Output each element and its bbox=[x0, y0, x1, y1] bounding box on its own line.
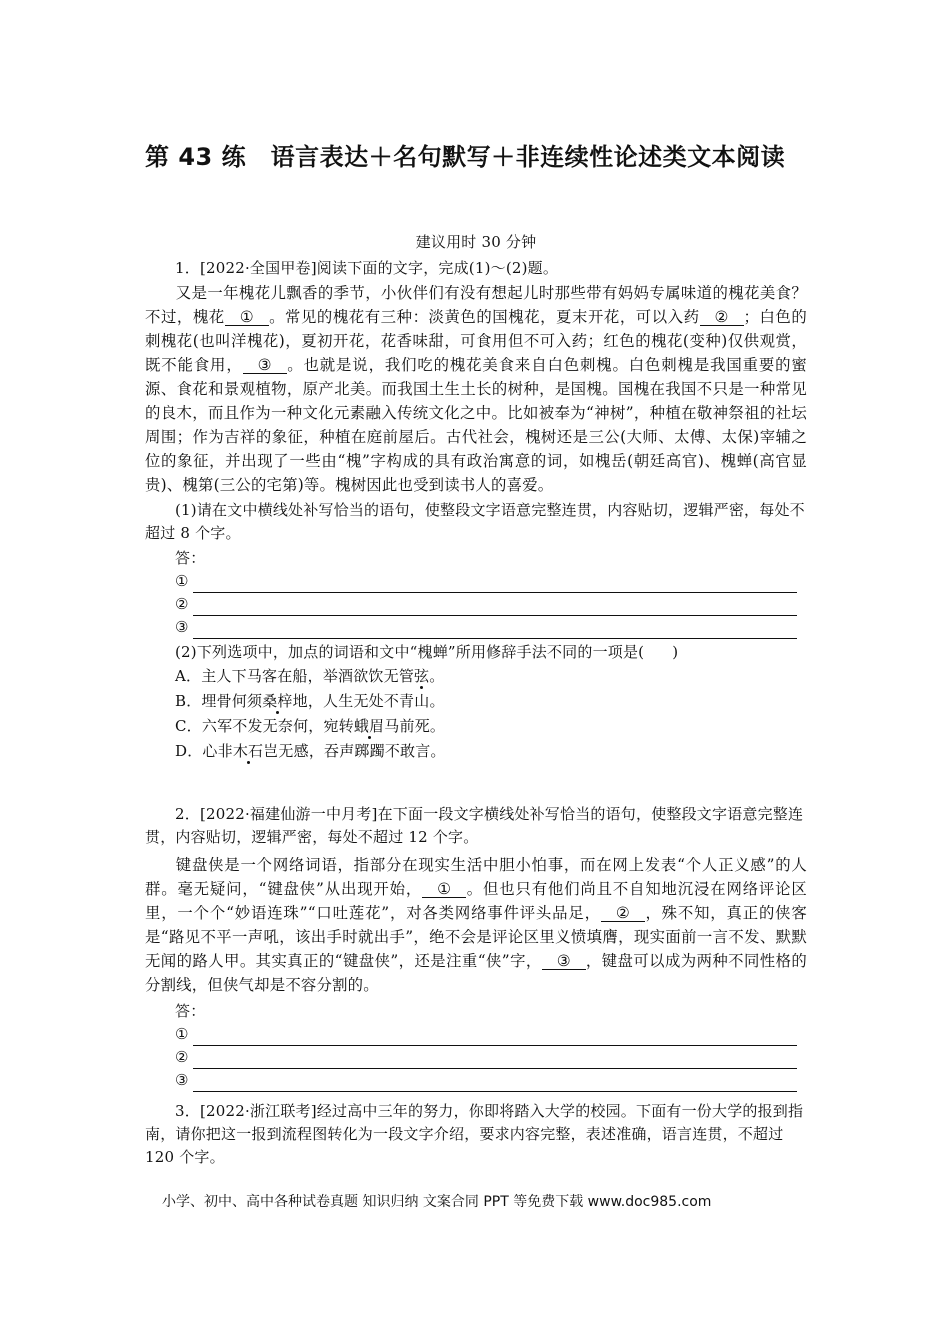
option-text: 马前死。 bbox=[384, 717, 446, 735]
passage-text: ，殊不知，真正的侠客是“路见不平一声吼，该出手时就出手”，绝不会是评论区里义愤填膺，现实面前一言不发、默默无闻的路人甲。其实真正的“键盘侠”，还是注重“侠”字， bbox=[145, 904, 807, 970]
option-d bbox=[145, 740, 807, 763]
answer-line-1[interactable] bbox=[145, 570, 807, 593]
paren-close: ) bbox=[672, 643, 679, 661]
answer-line-2[interactable] bbox=[145, 593, 807, 616]
answer-line-3[interactable] bbox=[145, 616, 807, 639]
option-text: 。 bbox=[429, 667, 445, 685]
question-3 bbox=[145, 1100, 807, 1169]
option-text: 岂无感，吞声踯躅不敢言。 bbox=[263, 742, 446, 760]
passage-text: 。但也只有他们尚且不自知地沉浸在网络评论区里，一个个“妙语连珠”“口吐莲花”，对各类网络事件评头品足， bbox=[145, 880, 807, 922]
answer-line-2[interactable] bbox=[145, 1046, 807, 1069]
dotted-word: 弦 bbox=[414, 667, 430, 685]
answer-line-1[interactable] bbox=[145, 1023, 807, 1046]
option-text: B．埋骨何须 bbox=[175, 692, 263, 710]
question-1-intro: 1．[2022·全国甲卷]阅读下面的文字，完成(1)～(2)题。 bbox=[175, 259, 559, 277]
option-a bbox=[145, 665, 807, 688]
passage-text: ；白色的刺槐花(也叫洋槐花)，夏初开花，花香味甜，可食用但不可入药；红色的槐花(变种)仅供观赏，既不能食用， bbox=[145, 308, 807, 374]
answer-rule bbox=[193, 1076, 797, 1092]
answer-mark: ① bbox=[175, 572, 189, 590]
passage-text: 。常见的槐花有三种：淡黄色的国槐花，夏末开花，可以入药 bbox=[268, 308, 700, 326]
passage-text: 又是一年槐花儿飘香的季节，小伙伴们有没有想起儿时那些带有妈妈专属味道的槐花美食？不过，槐花 bbox=[145, 284, 807, 326]
answer-rule bbox=[193, 577, 797, 593]
option-c bbox=[145, 715, 807, 738]
answer-mark: ② bbox=[175, 1048, 189, 1066]
option-text: C．六军不发无奈何，宛转 bbox=[175, 717, 354, 735]
answer-rule bbox=[193, 600, 797, 616]
option-b bbox=[145, 690, 807, 713]
blank-2: ② bbox=[601, 905, 645, 922]
blank-1: ① bbox=[422, 881, 466, 898]
option-text: 地，人生无处不青山。 bbox=[292, 692, 445, 710]
blank-1: ① bbox=[225, 309, 269, 326]
dotted-word: 桑梓 bbox=[262, 692, 293, 710]
question-2-passage bbox=[145, 853, 807, 997]
answer-rule bbox=[193, 1053, 797, 1069]
sub-question-2 bbox=[145, 641, 807, 664]
passage-text: 。也就是说，我们吃的槐花美食来自白色刺槐。白色刺槐是我国重要的蜜源、食花和景观植物，原产北美。而我国土生土长的树种，是国槐。国槐在我国不只是一种常见的良木，而且作为一种文化元素融入传统文化之中。比如被奉为“神树”，种植在敬神祭祖的社坛周围；作为吉祥的象征，种植在庭前屋后。古代社会，槐树还是三公(大师、太傅、太保)宰辅之位的象征，并出现了一些由“槐”字构成的具有政治寓意的词，如槐岳(朝廷高官)、槐蝉(高官显贵)、槐第(三公的宅第)等。槐树因此也受到读书人的喜爱。 bbox=[145, 356, 807, 494]
option-text: A．主人下马客在船，举酒欲饮无管 bbox=[175, 667, 415, 685]
question-2 bbox=[145, 803, 807, 1092]
question-1 bbox=[145, 257, 807, 763]
blank-3: ③ bbox=[542, 953, 586, 970]
dotted-word: 木石 bbox=[232, 742, 264, 760]
answer-label: 答： bbox=[175, 1002, 206, 1020]
time-hint: 建议用时 30 分钟 bbox=[415, 233, 537, 251]
question-1-passage bbox=[145, 281, 807, 497]
option-text: D．心非 bbox=[175, 742, 233, 760]
answer-rule bbox=[193, 1030, 797, 1046]
passage-text: 键盘侠是一个网络词语，指部分在现实生活中胆小怕事，而在网上发表“个人正义感”的人群。毫无疑问，“键盘侠”从出现开始， bbox=[145, 856, 807, 898]
answer-mark: ① bbox=[175, 1025, 189, 1043]
passage-text: ，键盘可以成为两种不同性格的分割线，但侠气却是不容分割的。 bbox=[145, 952, 807, 994]
answer-label: 答： bbox=[175, 549, 206, 567]
page-footer: 小学、初中、高中各种试卷真题 知识归纳 文案合同 PPT 等免费下载 www.doc985.com bbox=[162, 1194, 712, 1210]
sub-question-2-text: (2)下列选项中，加点的词语和文中“槐蝉”所用修辞手法不同的一项是( bbox=[175, 643, 645, 661]
answer-rule bbox=[193, 623, 797, 639]
answer-line-3[interactable] bbox=[145, 1069, 807, 1092]
answer-mark: ③ bbox=[175, 1071, 189, 1089]
blank-3: ③ bbox=[243, 357, 287, 374]
answer-mark: ② bbox=[175, 595, 189, 613]
blank-2: ② bbox=[700, 309, 744, 326]
page-title: 第 43 练 语言表达＋名句默写＋非连续性论述类文本阅读 bbox=[145, 143, 786, 171]
dotted-word: 蛾眉 bbox=[353, 717, 385, 735]
sub-question-1: (1)请在文中横线处补写恰当的语句，使整段文字语意完整连贯，内容贴切，逻辑严密，每处不超过 8 个字。 bbox=[145, 501, 805, 542]
answer-mark: ③ bbox=[175, 618, 189, 636]
question-3-intro: 3．[2022·浙江联考]经过高中三年的努力，你即将踏入大学的校园。下面有一份大学的报到指南，请你把这一报到流程图转化为一段文字介绍，要求内容完整，表述准确，语言连贯，不超过 120 个字。 bbox=[145, 1102, 804, 1166]
question-2-intro: 2．[2022·福建仙游一中月考]在下面一段文字横线处补写恰当的语句，使整段文字语意完整连贯，内容贴切，逻辑严密，每处不超过 12 个字。 bbox=[145, 805, 804, 846]
